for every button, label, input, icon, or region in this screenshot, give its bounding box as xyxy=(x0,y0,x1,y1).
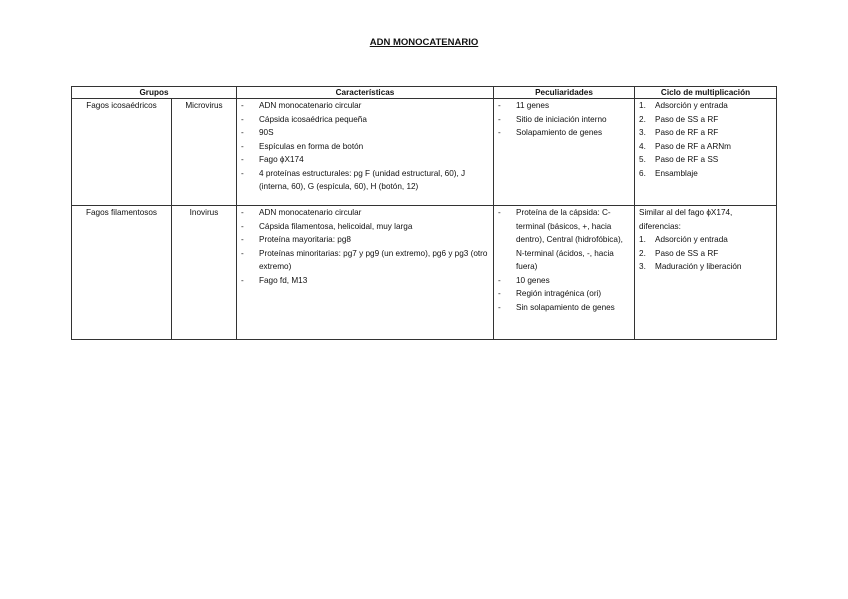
table-row xyxy=(72,99,777,206)
list-item: - 11 genes xyxy=(498,99,630,113)
list-item: - Cápsida filamentosa, helicoidal, muy larga xyxy=(241,220,489,234)
list-item: - 10 genes xyxy=(498,274,630,288)
list-item: Paso de SS a RF xyxy=(655,248,719,258)
list-item: - ADN monocatenario circular xyxy=(241,206,489,220)
list-item: - Región intragénica (ori) xyxy=(498,287,630,301)
list-item: - Fago ϕX174 xyxy=(241,153,489,167)
list-item: Adsorción y entrada xyxy=(655,235,728,244)
cycle-cell xyxy=(635,206,777,340)
header-row xyxy=(72,87,777,99)
cycle-cell xyxy=(635,99,777,206)
list-item: - Proteína de la cápsida: C-terminal (básicos, +, hacia dentro), Central (hidrofóbica), N-terminal (ácidos, -, hacia fuera) xyxy=(498,206,630,274)
list-item: - Proteína mayoritaria: pg8 xyxy=(241,233,489,247)
peculiarities-cell xyxy=(494,206,635,340)
list-item: - Espículas en forma de botón xyxy=(241,140,489,154)
header-peculiarities: Peculiaridades xyxy=(494,87,635,99)
peculiarities-cell xyxy=(494,99,635,206)
characteristics-cell xyxy=(237,99,494,206)
header-characteristics: Características xyxy=(237,87,494,99)
list-item: - ADN monocatenario circular xyxy=(241,99,489,113)
list-item: Paso de RF a RF xyxy=(655,128,719,137)
list-item: - Proteínas minoritarias: pg7 y pg9 (un extremo), pg6 y pg3 (otro extremo) xyxy=(241,247,489,274)
list-item: - 4 proteínas estructurales: pg F (unidad estructural, 60), J (interna, 60), G (espícula, 60), H (botón, 12) xyxy=(241,167,489,194)
characteristics-cell xyxy=(237,206,494,340)
list-item: - 90S xyxy=(241,126,489,140)
cycle-intro: Similar al del fago ϕX174, diferencias: xyxy=(639,208,733,231)
list-item: Paso de RF a ARNm xyxy=(655,141,731,151)
family-cell: Microvirus xyxy=(172,99,237,206)
list-item: Paso de SS a RF xyxy=(655,114,719,124)
list-item: - Cápsida icosaédrica pequeña xyxy=(241,113,489,127)
list-item: - Sin solapamiento de genes xyxy=(498,301,630,315)
list-item: Paso de RF a SS xyxy=(655,155,719,164)
table-row xyxy=(72,206,777,340)
list-item: Maduración y liberación xyxy=(655,262,742,271)
virus-table xyxy=(71,86,777,340)
list-item: - Fago fd, M13 xyxy=(241,274,489,288)
list-item: Ensamblaje xyxy=(655,168,698,178)
document-title: ADN MONOCATENARIO xyxy=(369,37,479,48)
group-cell: Fagos filamentosos xyxy=(72,206,172,340)
list-item: - Solapamiento de genes xyxy=(498,126,630,140)
header-cycle: Ciclo de multiplicación xyxy=(635,87,777,99)
list-item: Adsorción y entrada xyxy=(655,101,728,110)
group-cell: Fagos icosaédricos xyxy=(72,99,172,206)
list-item: - Sitio de iniciación interno xyxy=(498,113,630,127)
family-cell: Inovirus xyxy=(172,206,237,340)
header-groups: Grupos xyxy=(72,87,237,99)
